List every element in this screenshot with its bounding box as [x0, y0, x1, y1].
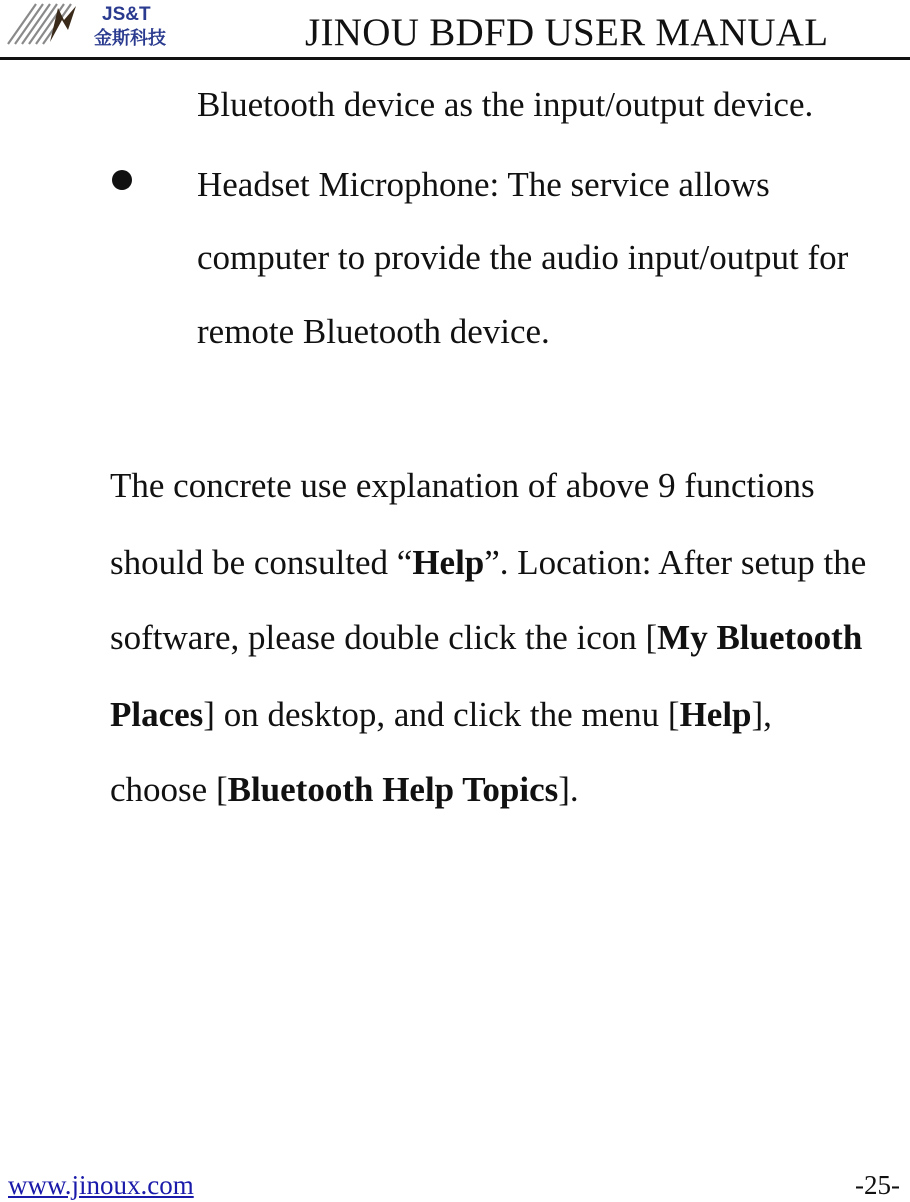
bullet-text-line2: computer to provide the audio input/output for [197, 238, 849, 277]
manual-title: JINOU BDFD USER MANUAL [305, 11, 829, 54]
company-logo [6, 0, 186, 50]
svg-text:金斯科技: 金斯科技 [94, 28, 166, 49]
header-divider [0, 57, 910, 60]
help-topics-term: Bluetooth Help Topics [227, 770, 559, 809]
svg-text:JS&T: JS&T [102, 4, 151, 25]
paragraph-line2: should be consulted “Help”. Location: After setup the [110, 543, 867, 582]
page-number: -25- [855, 1170, 900, 1200]
bullet-icon [112, 170, 132, 190]
paragraph-line4: Places] on desktop, and click the menu [Help], [110, 695, 772, 734]
website-link[interactable]: www.jinoux.com [8, 1170, 194, 1200]
help-term: Help [412, 543, 485, 582]
my-bluetooth-term: My Bluetooth [657, 618, 863, 657]
continuation-line: Bluetooth device as the input/output device. [197, 85, 814, 124]
places-term: Places [110, 695, 204, 734]
help-menu-term: Help [679, 695, 752, 734]
paragraph-line5: choose [Bluetooth Help Topics]. [110, 770, 579, 809]
bullet-text-line1: Headset Microphone: The service allows [197, 165, 770, 204]
page-header [0, 0, 910, 62]
bullet-text-line3: remote Bluetooth device. [197, 312, 550, 351]
paragraph-line3: software, please double click the icon [My Bluetooth [110, 618, 863, 657]
paragraph-line1: The concrete use explanation of above 9 functions [110, 466, 815, 505]
